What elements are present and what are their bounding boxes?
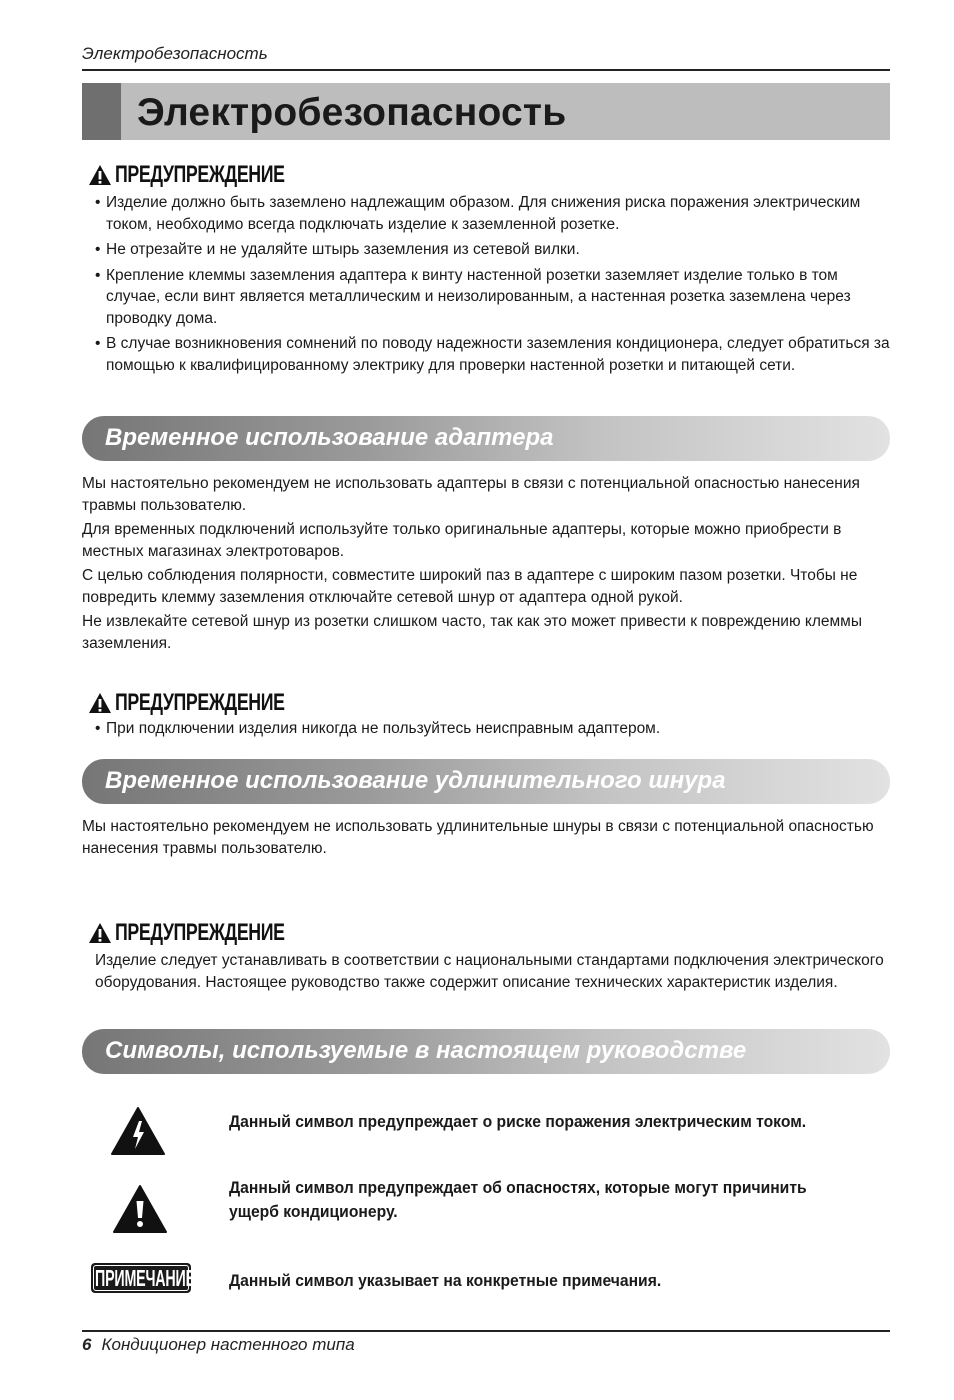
- symbol-description: Данный символ предупреждает о риске поражения электрическим током.: [229, 1113, 807, 1131]
- paragraph: Мы настоятельно рекомендуем не использовать адаптеры в связи с потенциальной опасностью нанесения травмы пользователю.: [82, 475, 860, 514]
- paragraph: Мы настоятельно рекомендуем не использовать удлинительные шнуры в связи с потенциальной опасностью нанесения травмы пользователю.: [82, 818, 874, 857]
- doc-title: Кондиционер настенного типа: [101, 1335, 355, 1354]
- paragraph: Не извлекайте сетевой шнур из розетки слишком часто, так как это может привести к повреждению клеммы заземления.: [82, 613, 862, 652]
- symbol-description: Данный символ указывает на конкретные примечания.: [229, 1272, 662, 1290]
- warning-item: • При подключении изделия никогда не пользуйтесь неисправным адаптером.: [95, 718, 890, 740]
- paragraph: Для временных подключений используйте только оригинальные адаптеры, которые можно приобрести в местных магазинах электротоваров.: [82, 521, 842, 560]
- title-bar: [82, 83, 890, 140]
- warning-item: • Не отрезайте и не удаляйте штырь заземления из сетевой вилки.: [95, 239, 890, 261]
- note-badge-icon: [91, 1263, 195, 1293]
- title-tab: [82, 83, 121, 140]
- warning-item: • В случае возникновения сомнений по поводу надежности заземления кондиционера, следует обратиться за помощью к квалифицированному электрику для проверки настенной розетки и питающей сети.: [95, 333, 890, 376]
- section-title: Символы, используемые в настоящем руководстве: [105, 1037, 747, 1064]
- extension-text: [82, 816, 890, 862]
- section-bar-extension: [82, 759, 890, 804]
- warning-triangle-icon: [88, 922, 112, 944]
- warning-item: • Изделие должно быть заземлено надлежащим образом. Для снижения риска поражения электрическим током, необходимо всегда подключать изделие к заземленной розетке.: [95, 192, 890, 235]
- warning-label: ПРЕДУПРЕЖДЕНИЕ: [115, 161, 285, 188]
- page-title: Электробезопасность: [137, 91, 567, 134]
- warning-heading-1: [88, 161, 344, 189]
- warning-text-3: [95, 950, 890, 996]
- warning-list-1: [95, 192, 890, 380]
- paragraph: Изделие следует устанавливать в соответствии с национальными стандартами подключения электрического оборудования. Настоящее руководство также содержит описание технических характеристик изделия.: [95, 952, 884, 991]
- note-badge-label: ПРИМЕЧАНИЕ: [95, 1265, 195, 1291]
- warning-list-2: [95, 718, 890, 744]
- section-title: Временное использование адаптера: [105, 424, 554, 451]
- warning-label: ПРЕДУПРЕЖДЕНИЕ: [115, 689, 285, 716]
- warning-label: ПРЕДУПРЕЖДЕНИЕ: [115, 919, 285, 946]
- section-bar-adapter: [82, 416, 890, 461]
- page-number: 6: [82, 1335, 92, 1354]
- warning-triangle-icon: [88, 164, 112, 186]
- adapter-text: [82, 473, 890, 657]
- running-header: Электробезопасность: [82, 44, 268, 63]
- section-title: Временное использование удлинительного шнура: [105, 767, 726, 794]
- header-rule: [82, 69, 890, 71]
- exclamation-warning-icon: [112, 1184, 168, 1234]
- section-bar-symbols: [82, 1029, 890, 1074]
- warning-heading-3: [88, 919, 344, 947]
- warning-triangle-icon: [88, 692, 112, 714]
- footer: [82, 1335, 355, 1355]
- symbol-description: Данный символ предупреждает об опасностях, которые могут причинить ущерб кондиционеру.: [229, 1179, 807, 1221]
- electric-shock-warning-icon: [110, 1106, 166, 1156]
- paragraph: С целью соблюдения полярности, совместите широкий паз в адаптере с широким пазом розетки. Чтобы не повредить клемму заземления отключайте сетевой шнур от адаптера одной рукой.: [82, 567, 858, 606]
- warning-heading-2: [88, 689, 344, 717]
- footer-rule: [82, 1330, 890, 1332]
- warning-item: • Крепление клеммы заземления адаптера к винту настенной розетки заземляет изделие только в том случае, если винт является металлическим и неизолированным, а настенная розетка заземлена через проводку дома.: [95, 265, 890, 330]
